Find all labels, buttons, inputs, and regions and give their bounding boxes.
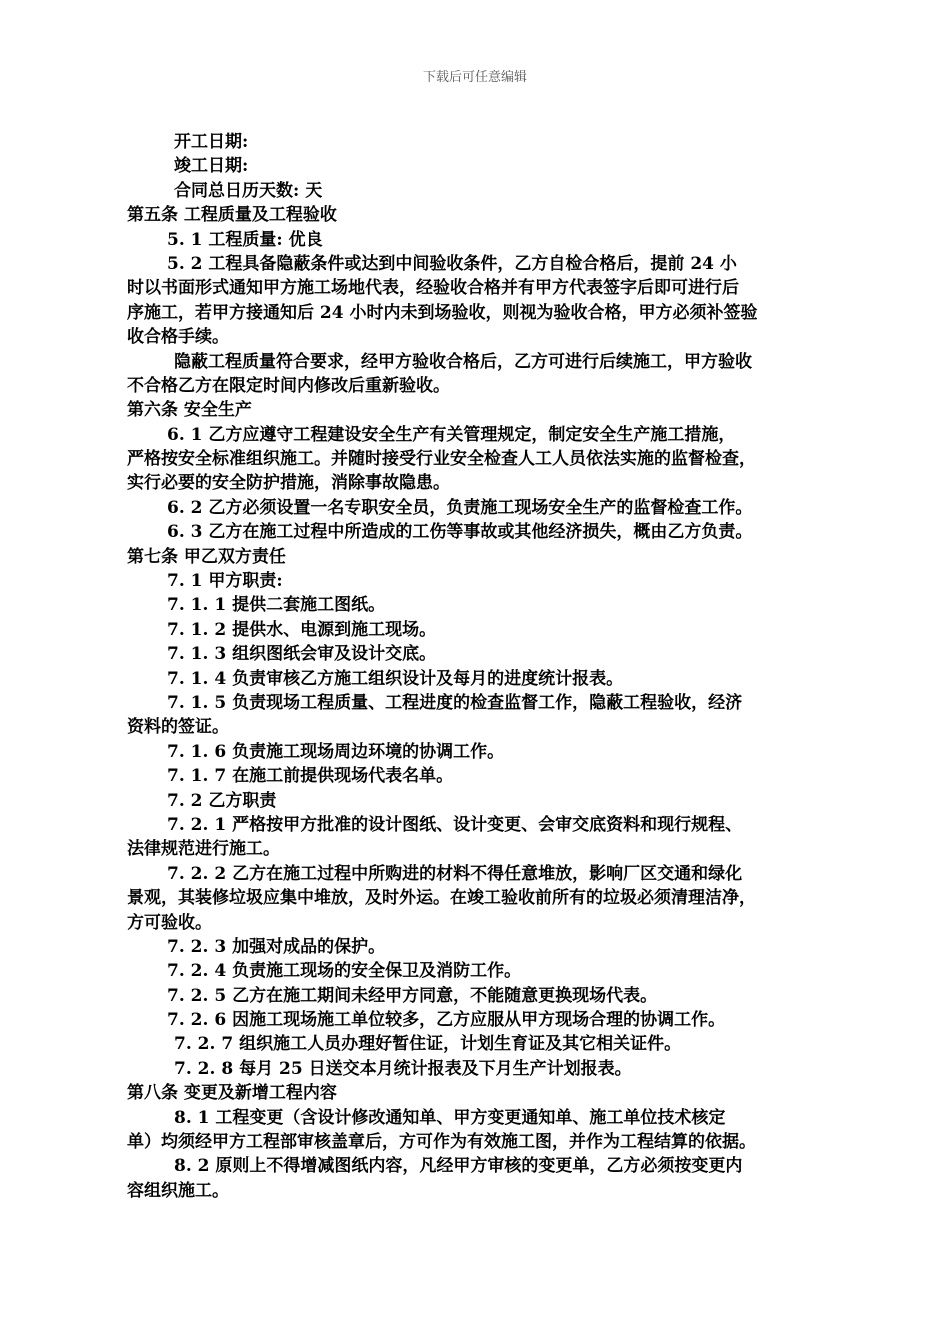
text-line: 单）均须经甲方工程部审核盖章后，方可作为有效施工图，并作为工程结算的依据。 (127, 1132, 756, 1153)
text-line: 7. 1. 4 负责审核乙方施工组织设计及每月的进度统计报表。 (167, 668, 624, 689)
text-line: 7. 2 乙方职责 (167, 790, 277, 811)
text-line: 7. 1. 3 组织图纸会审及设计交底。 (167, 644, 437, 665)
text-line: 7. 2. 8 每月 25 日送交本月统计报表及下月生产计划报表。 (174, 1058, 632, 1079)
text-line: 收合格手续。 (127, 327, 229, 348)
text-line: 开工日期: (174, 132, 249, 152)
text-line: 6. 3 乙方在施工过程中所造成的工伤等事故或其他经济损失，概由乙方负责。 (167, 522, 753, 543)
text-line: 第八条 变更及新增工程内容 (127, 1083, 337, 1104)
text-line: 8. 2 原则上不得增减图纸内容，凡经甲方审核的变更单，乙方必须按变更内 (174, 1156, 743, 1177)
text-line: 7. 1. 5 负责现场工程质量、工程进度的检查监督工作，隐蔽工程验收，经济 (167, 692, 743, 713)
text-line: 7. 2. 7 组织施工人员办理好暂住证，计划生育证及其它相关证件。 (174, 1034, 682, 1055)
text-line: 7. 2. 4 负责施工现场的安全保卫及消防工作。 (167, 961, 522, 982)
text-line: 8. 1 工程变更（含设计修改通知单、甲方变更通知单、施工单位技术核定 (174, 1107, 726, 1128)
text-line: 景观，其装修垃圾应集中堆放，及时外运。在竣工验收前所有的垃圾必须清理洁净， (127, 888, 756, 909)
text-line: 7. 1 甲方职责: (167, 571, 283, 592)
text-line: 不合格乙方在限定时间内修改后重新验收。 (127, 375, 450, 396)
text-line: 第五条 工程质量及工程验收 (127, 205, 337, 226)
text-line: 7. 2. 1 严格按甲方批准的设计图纸、设计变更、会审交底资料和现行规程、 (167, 814, 743, 835)
text-line: 7. 2. 3 加强对成品的保护。 (167, 936, 386, 957)
text-line: 资料的签证。 (127, 717, 229, 738)
text-line: 6. 1 乙方应遵守工程建设安全生产有关管理规定，制定安全生产施工措施， (167, 424, 736, 445)
text-line: 7. 2. 5 乙方在施工期间未经甲方同意，不能随意更换现场代表。 (167, 985, 658, 1006)
text-line: 合同总日历天数: 天 (174, 180, 323, 201)
text-line: 竣工日期: (174, 156, 249, 177)
text-line: 5. 2 工程具备隐蔽条件或达到中间验收条件，乙方自检合格后，提前 24 小 (167, 253, 737, 274)
text-line: 实行必要的安全防护措施，消除事故隐患。 (127, 473, 450, 494)
text-line: 容组织施工。 (127, 1180, 229, 1201)
text-line: 6. 2 乙方必须设置一名专职安全员，负责施工现场安全生产的监督检查工作。 (167, 497, 753, 518)
text-line: 7. 2. 6 因施工现场施工单位较多，乙方应服从甲方现场合理的协调工作。 (167, 1010, 726, 1031)
text-line: 序施工，若甲方接通知后 24 小时内未到场验收，则视为验收合格，甲方必须补签验 (127, 302, 758, 323)
text-line: 隐蔽工程质量符合要求，经甲方验收合格后，乙方可进行后续施工，甲方验收 (174, 351, 752, 372)
text-line: 7. 1. 1 提供二套施工图纸。 (167, 595, 386, 616)
text-line: 时以书面形式通知甲方施工场地代表，经验收合格并有甲方代表签字后即可进行后 (127, 278, 739, 299)
text-line: 7. 1. 6 负责施工现场周边环境的协调工作。 (167, 741, 505, 762)
text-line: 7. 1. 2 提供水、电源到施工现场。 (167, 619, 437, 640)
text-line: 严格按安全标准组织施工。并随时接受行业安全检查人工人员依法实施的监督检查， (127, 449, 756, 470)
document-body (127, 130, 827, 1203)
text-line: 第七条 甲乙双方责任 (127, 546, 286, 567)
page-header: 下载后可任意编辑 (422, 70, 527, 85)
text-line: 第六条 安全生产 (127, 400, 252, 421)
text-line: 7. 1. 7 在施工前提供现场代表名单。 (167, 766, 454, 787)
text-line: 5. 1 工程质量: 优良 (167, 229, 323, 250)
text-line: 方可验收。 (127, 912, 212, 933)
text-line: 7. 2. 2 乙方在施工过程中所购进的材料不得任意堆放，影响厂区交通和绿化 (167, 863, 743, 884)
text-line: 法律规范进行施工。 (127, 839, 280, 860)
